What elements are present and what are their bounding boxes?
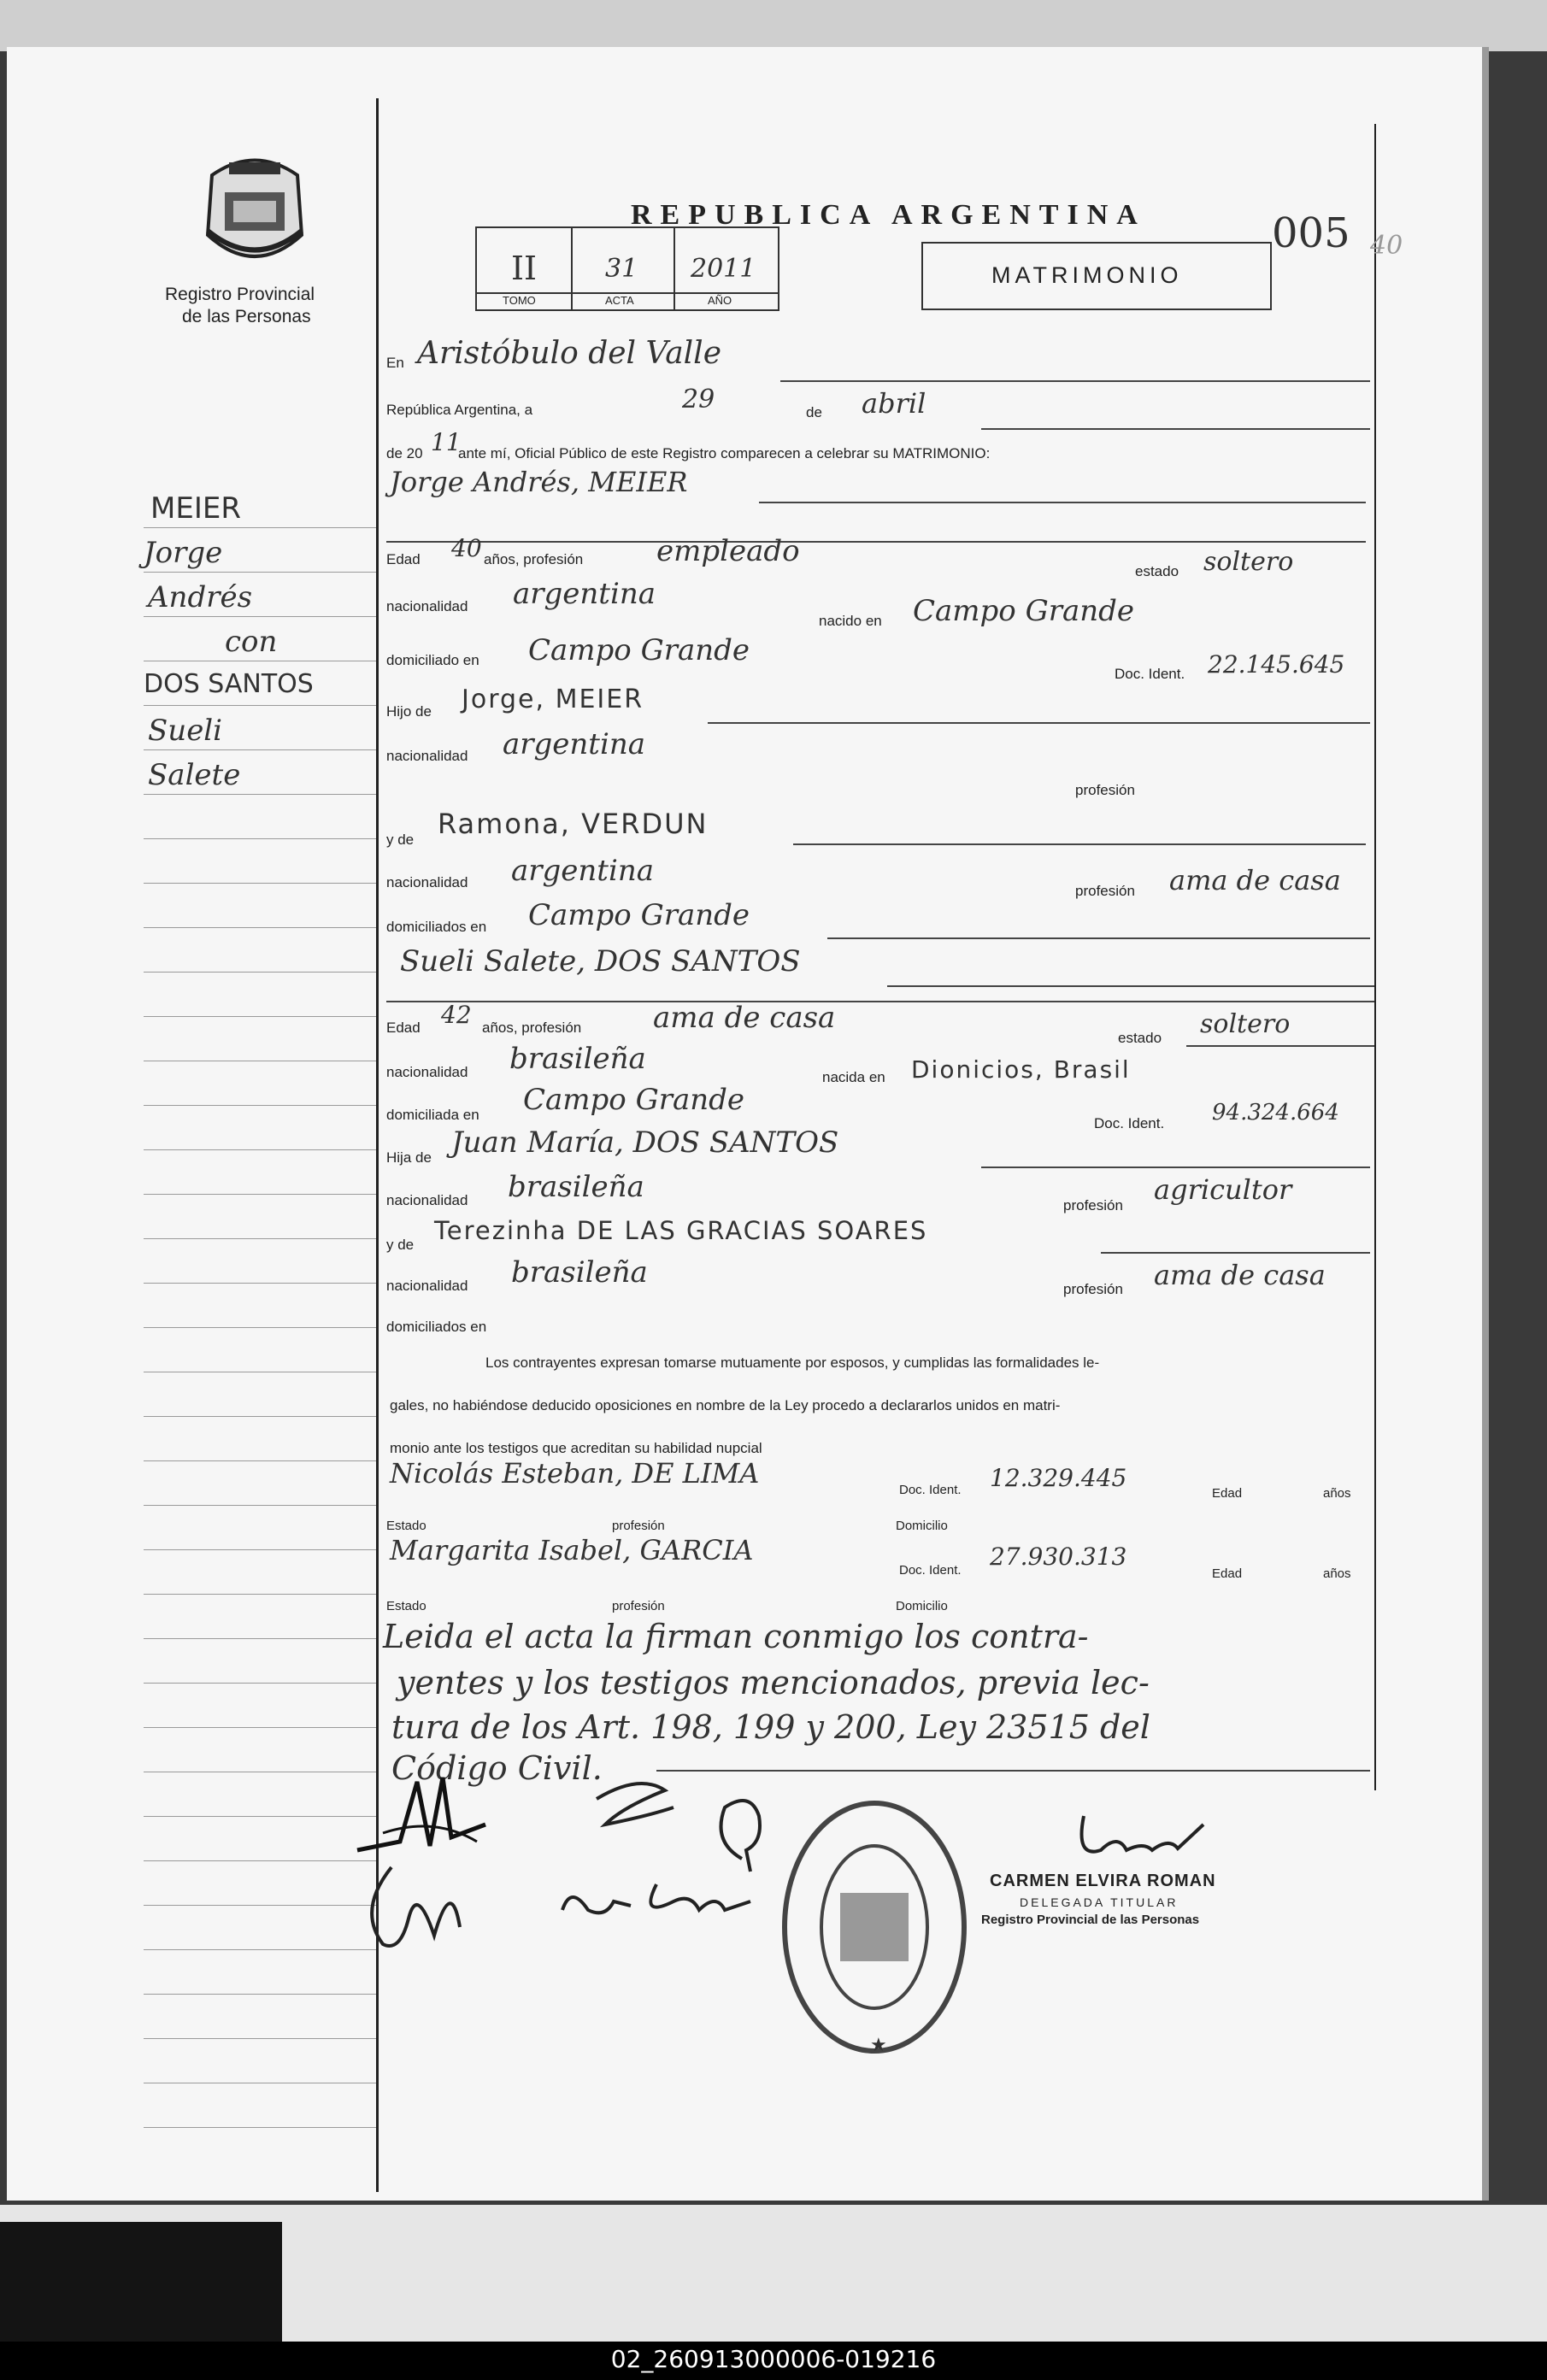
footer-id: 02_260913000006-019216 <box>610 2345 937 2373</box>
label-padre-prof-1: profesión <box>1075 782 1135 798</box>
margin-ruled-line <box>144 972 376 973</box>
bride-father-profesion: agricultor <box>1154 1173 1292 1206</box>
witness-2-name: Margarita Isabel, GARCIA <box>390 1534 754 1566</box>
bride-estado: soltero <box>1200 1009 1291 1039</box>
margin-ruled-line <box>144 2038 376 2039</box>
margin-name-5: Sueli <box>148 714 223 748</box>
margin-ruled-line <box>144 927 376 928</box>
label-padre-nac-1: nacionalidad <box>386 748 468 764</box>
label-nacida-en: nacida en <box>822 1069 885 1085</box>
margin-ruled-line <box>144 883 376 884</box>
page-number: 005 <box>1272 209 1350 257</box>
label-anos-prof-2: años, profesión <box>482 1020 582 1036</box>
label-w2-doc: Doc. Ident. <box>899 1563 962 1578</box>
label-dom-2: domiciliada en <box>386 1107 479 1123</box>
provincial-seal-icon <box>195 150 315 278</box>
official-name: CARMEN ELVIRA ROMAN <box>990 1872 1216 1890</box>
label-year-prefix: de 20 <box>386 445 423 461</box>
margin-ruled-line <box>144 1016 376 1017</box>
groom-name: Jorge Andrés, MEIER <box>390 466 688 498</box>
ano-value: 2011 <box>691 254 756 284</box>
label-dom-1: domiciliado en <box>386 652 479 668</box>
registry-name-line2: de las Personas <box>182 307 311 326</box>
declaration-line-2: monio ante los testigos que acreditan su habilidad nupcial <box>390 1440 762 1456</box>
margin-ruled-line <box>144 749 376 750</box>
label-edad-1: Edad <box>386 551 421 567</box>
right-border <box>1374 124 1376 1790</box>
label-y-de-1: y de <box>386 832 415 848</box>
label-edad-2: Edad <box>386 1020 421 1036</box>
groom-father-nacionalidad: argentina <box>503 727 646 761</box>
label-madre-prof-1: profesión <box>1075 883 1135 899</box>
bride-mother-profesion: ama de casa <box>1154 1259 1326 1291</box>
page-number-annotation: 40 <box>1370 231 1403 261</box>
bride-mother: Terezinha DE LAS GRACIAS SOARES <box>434 1216 928 1245</box>
label-en: En <box>386 355 404 371</box>
margin-ruled-line <box>144 1949 376 1950</box>
bride-nacida-en: Dionicios, Brasil <box>911 1055 1131 1084</box>
margin-ruled-line <box>144 1194 376 1195</box>
label-estado-1: estado <box>1135 563 1179 579</box>
label-hijo-de: Hijo de <box>386 703 432 720</box>
margin-ruled-line <box>144 705 376 706</box>
margin-ruled-line <box>144 1505 376 1506</box>
label-w1-estado: Estado <box>386 1519 426 1533</box>
bride-edad: 42 <box>441 1001 472 1029</box>
label-w2-anos: años <box>1323 1566 1351 1581</box>
groom-estado: soltero <box>1203 547 1294 577</box>
country-title: REPUBLICA ARGENTINA <box>631 199 1146 231</box>
ano-label: AÑO <box>708 294 732 307</box>
margin-name-6: Salete <box>148 758 241 792</box>
margin-ruled-line <box>144 1238 376 1239</box>
bride-mother-nacionalidad: brasileña <box>511 1255 648 1290</box>
groom-nacionalidad: argentina <box>513 577 656 611</box>
registry-name-line1: Registro Provincial <box>165 285 315 304</box>
label-anos-prof-1: años, profesión <box>484 551 584 567</box>
bride-name: Sueli Salete, DOS SANTOS <box>400 944 801 978</box>
acta-value: 31 <box>605 254 638 284</box>
label-nacido-en: nacido en <box>819 613 882 629</box>
margin-ruled-line <box>144 1727 376 1728</box>
tomo-label: TOMO <box>503 294 536 307</box>
bride-doc: 94.324.664 <box>1212 1100 1339 1125</box>
label-madre-nac-1: nacionalidad <box>386 874 468 890</box>
groom-nacido-en: Campo Grande <box>913 594 1135 628</box>
tomo-value: II <box>511 250 538 287</box>
witness-1-doc: 12.329.445 <box>990 1464 1127 1492</box>
groom-domicilio: Campo Grande <box>528 633 750 667</box>
groom-profesion: empleado <box>656 534 800 568</box>
margin-ruled-line <box>144 1416 376 1417</box>
signature-official <box>1067 1807 1221 1876</box>
acta-label: ACTA <box>605 294 634 307</box>
margin-ruled-line <box>144 1283 376 1284</box>
margin-name-1: Jorge <box>144 536 223 570</box>
margin-ruled-line <box>144 1905 376 1906</box>
margin-ruled-line <box>144 1460 376 1461</box>
label-padres-dom-2: domiciliados en <box>386 1319 487 1335</box>
declaration-line-1: gales, no habiéndose deducido oposiciones en nombre de la Ley procedo a declararlos unidos en matri- <box>390 1397 1061 1413</box>
label-w2-domicilio: Domicilio <box>896 1599 948 1613</box>
record-id-box <box>475 226 779 311</box>
label-w2-edad: Edad <box>1212 1566 1243 1581</box>
margin-name-0: MEIER <box>150 491 241 526</box>
signature-witness-2 <box>349 1859 468 1961</box>
label-padre-nac-2: nacionalidad <box>386 1192 468 1208</box>
signature-groom <box>349 1765 503 1867</box>
label-hija-de: Hija de <box>386 1149 432 1166</box>
groom-doc: 22.145.645 <box>1208 650 1345 679</box>
groom-edad: 40 <box>451 534 482 562</box>
margin-ruled-line <box>144 2127 376 2128</box>
place-value: Aristóbulo del Valle <box>417 336 721 371</box>
label-madre-prof-2: profesión <box>1063 1281 1123 1297</box>
label-w1-doc: Doc. Ident. <box>899 1483 962 1497</box>
groom-mother: Ramona, VERDUN <box>438 808 709 840</box>
label-nac-2: nacionalidad <box>386 1064 468 1080</box>
label-w1-domicilio: Domicilio <box>896 1519 948 1533</box>
label-republica: República Argentina, a <box>386 402 533 418</box>
label-doc-1: Doc. Ident. <box>1115 666 1185 682</box>
bride-profesion: ama de casa <box>653 1001 836 1035</box>
label-nac-1: nacionalidad <box>386 598 468 614</box>
closing-line-1: yentes y los testigos mencionados, previa lec- <box>397 1664 1150 1701</box>
margin-ruled-line <box>144 572 376 573</box>
margin-ruled-line <box>144 1105 376 1106</box>
register-page <box>7 47 1489 2201</box>
margin-ruled-line <box>144 1860 376 1861</box>
groom-mother-profesion: ama de casa <box>1169 864 1341 896</box>
bride-nacionalidad: brasileña <box>509 1042 646 1076</box>
groom-mother-nacionalidad: argentina <box>511 854 655 888</box>
margin-ruled-line <box>144 527 376 528</box>
year-suffix: 11 <box>431 428 462 456</box>
label-y-de-2: y de <box>386 1237 415 1253</box>
margin-ruled-line <box>144 1816 376 1817</box>
margin-ruled-line <box>144 1149 376 1150</box>
closing-line-2: tura de los Art. 198, 199 y 200, Ley 23515 del <box>391 1708 1150 1746</box>
margin-ruled-line <box>144 838 376 839</box>
day-value: 29 <box>682 385 715 414</box>
label-w1-anos: años <box>1323 1486 1351 1501</box>
signature-bride <box>708 1790 776 1876</box>
intro-text: ante mí, Oficial Público de este Registro comparecen a celebrar su MATRIMONIO: <box>458 445 991 461</box>
label-padre-prof-2: profesión <box>1063 1197 1123 1214</box>
margin-ruled-line <box>144 1683 376 1684</box>
witness-2-doc: 27.930.313 <box>990 1543 1127 1571</box>
margin-ruled-line <box>144 1327 376 1328</box>
background-bottom-left <box>0 2222 282 2342</box>
margin-ruled-line <box>144 1994 376 1995</box>
bride-domicilio: Campo Grande <box>523 1083 745 1117</box>
bride-father: Juan María, DOS SANTOS <box>451 1125 839 1160</box>
margin-ruled-line <box>144 1594 376 1595</box>
signature-witness-1 <box>588 1773 691 1850</box>
label-doc-2: Doc. Ident. <box>1094 1115 1165 1131</box>
label-w1-prof: profesión <box>612 1519 665 1533</box>
label-w2-estado: Estado <box>386 1599 426 1613</box>
closing-line-3: Código Civil. <box>391 1749 603 1787</box>
act-type-box <box>921 242 1272 310</box>
margin-ruled-line <box>144 1549 376 1550</box>
signature-official-witness <box>554 1867 759 1936</box>
closing-line-0: Leida el acta la firman conmigo los contra- <box>383 1618 1089 1655</box>
margin-ruled-line <box>144 616 376 617</box>
margin-name-2: Andrés <box>148 580 253 614</box>
official-stamp-icon <box>776 1795 973 2060</box>
declaration-line-0: Los contrayentes expresan tomarse mutuamente por esposos, y cumplidas las formalidades le- <box>485 1355 1100 1371</box>
act-type: MATRIMONIO <box>991 262 1183 288</box>
official-registry: Registro Provincial de las Personas <box>981 1913 1200 1927</box>
margin-name-3: con <box>225 625 278 659</box>
official-title: DELEGADA TITULAR <box>1020 1895 1179 1909</box>
month-value: abril <box>862 387 926 420</box>
label-w1-edad: Edad <box>1212 1486 1243 1501</box>
groom-father: Jorge, MEIER <box>462 685 644 714</box>
label-padres-dom-1: domiciliados en <box>386 919 487 935</box>
svg-text:★: ★ <box>870 2035 887 2056</box>
background-top <box>0 0 1547 51</box>
label-w2-prof: profesión <box>612 1599 665 1613</box>
label-madre-nac-2: nacionalidad <box>386 1278 468 1294</box>
groom-parents-domicilio: Campo Grande <box>528 898 750 932</box>
margin-ruled-line <box>144 1638 376 1639</box>
label-estado-2: estado <box>1118 1030 1162 1046</box>
bride-father-nacionalidad: brasileña <box>508 1170 644 1204</box>
witness-1-name: Nicolás Esteban, DE LIMA <box>390 1457 760 1490</box>
label-de: de <box>806 404 822 420</box>
margin-ruled-line <box>144 794 376 795</box>
margin-name-4: DOS SANTOS <box>144 669 314 699</box>
